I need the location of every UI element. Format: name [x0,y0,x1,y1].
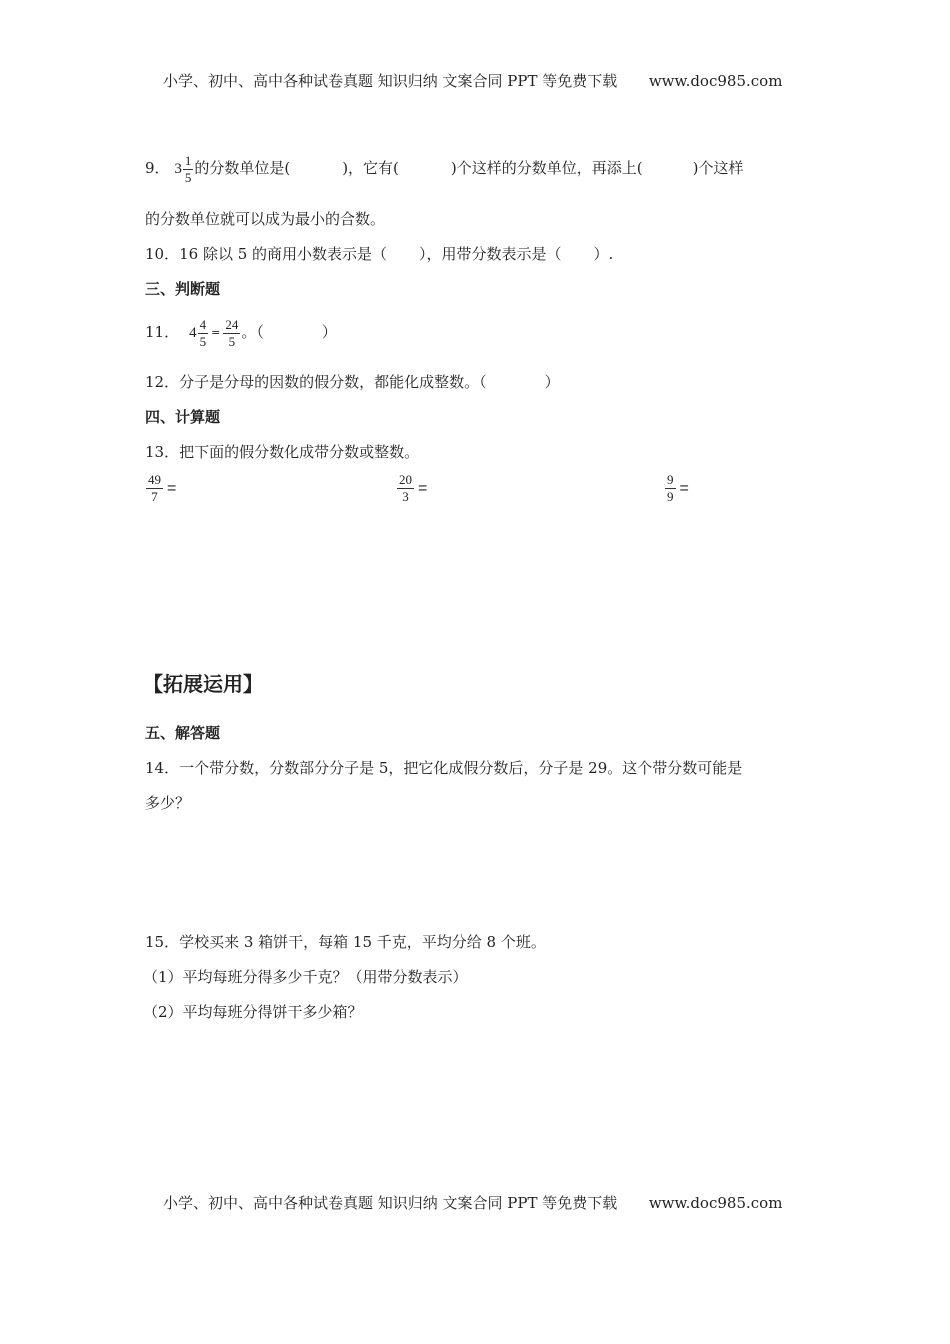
fraction [183,154,194,185]
question-number: 11． [145,323,180,341]
equals-sign: = [679,479,689,497]
question-number: 9． [145,159,170,177]
fraction [397,473,414,504]
question-text: ），用带分数表示是（ [419,245,562,263]
fraction [198,318,209,349]
question-9 [145,146,743,190]
question-10 [145,243,613,264]
question-15-sub1: （1）平均每班分得多少千克？（用带分数表示） [143,968,468,986]
section-heading: 三、判断题 [145,280,221,298]
page-footer [163,1192,782,1213]
page-header [163,70,782,91]
question-15: 15．学校买来 3 箱饼干，每箱 15 千克，平均分给 8 个班。 [145,933,546,951]
fraction [223,318,240,349]
question-14: 14．一个带分数，分数部分分子是 5，把它化成假分数后，分子是 29。这个带分数可能是 [145,759,743,777]
fraction [665,473,676,504]
question-number: 10． [145,245,180,263]
fraction-expression [396,473,427,504]
question-text: 。（ [241,323,264,341]
question-14-line2: 多少？ [145,794,191,812]
footer-text: 小学、初中、高中各种试卷真题 知识归纳 文案合同 PPT 等免费下载 [163,1194,618,1212]
footer-url: www.doc985.com [648,1194,783,1212]
mixed-number-integer: 3 [174,161,182,177]
section-heading: 四、计算题 [145,408,221,426]
fraction-denominator: 3 [402,489,409,504]
equals-sign: = [418,479,428,497]
mixed-number-integer: 4 [189,325,197,341]
fraction-numerator: 1 [184,152,192,168]
fraction-denominator: 7 [151,489,158,504]
equals-sign: = [211,326,221,339]
fraction-numerator: 20 [399,472,412,487]
question-text: )个这样的分数单位，再添上( [450,159,643,177]
question-15-sub2: （2）平均每班分得饼干多少箱？ [143,1003,363,1021]
header-url: www.doc985.com [648,72,783,90]
fraction-numerator: 24 [225,316,239,332]
fraction-numerator: 4 [199,316,207,332]
fraction-denominator: 5 [199,333,207,349]
question-text: )，它有( [342,159,399,177]
question-text: ） [321,323,337,341]
header-text: 小学、初中、高中各种试卷真题 知识归纳 文案合同 PPT 等免费下载 [163,72,618,90]
fraction [146,473,163,504]
fraction-expression [145,473,176,504]
fraction-numerator: 9 [667,472,674,487]
extension-title: 【拓展运用】 [143,672,263,696]
fraction-denominator: 9 [667,489,674,504]
fraction-denominator: 5 [184,169,192,185]
question-text: ） [544,373,560,391]
question-11 [145,310,337,354]
fraction-numerator: 49 [148,472,161,487]
equals-sign: = [167,479,177,497]
question-text: ）. [593,245,614,263]
fraction-expression [664,473,689,504]
question-text: )个这样 [692,159,744,177]
question-text: 的分数单位是( [194,159,291,177]
question-9-line2: 的分数单位就可以成为最小的合数。 [145,210,386,228]
section-heading: 五、解答题 [145,724,221,742]
question-text: 12．分子是分母的因数的假分数，都能化成整数。（ [145,373,487,391]
question-text: 16 除以 5 的商用小数表示是（ [179,245,388,263]
fraction-denominator: 5 [228,333,236,349]
question-12 [145,371,560,392]
question-13: 13．把下面的假分数化成带分数或整数。 [145,443,420,461]
